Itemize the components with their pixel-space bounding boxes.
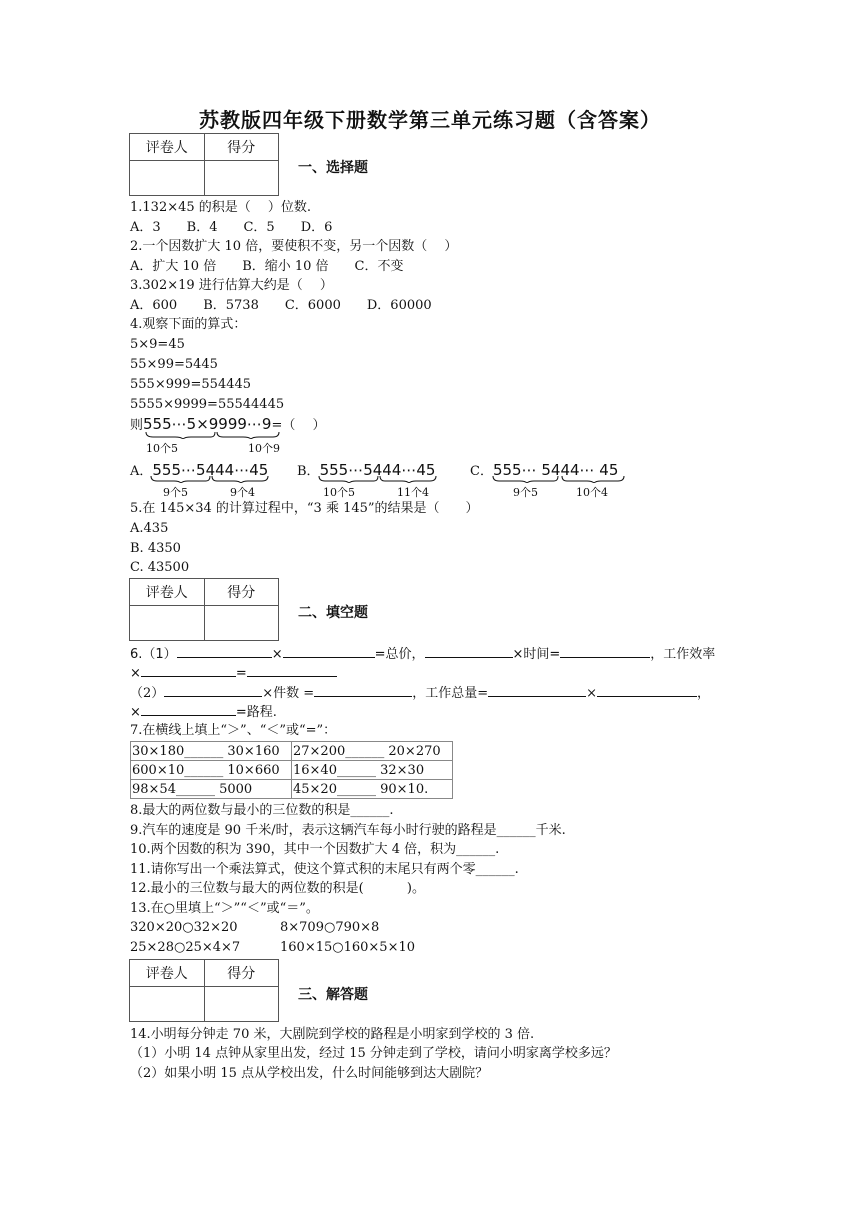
q4-option-b-expr: 555⋯5444⋯45 bbox=[319, 461, 436, 479]
q14-part-1: （1）小明 14 点钟从家里出发，经过 15 分钟走到了学校，请问小明家离学校多远？ bbox=[130, 1046, 617, 1061]
score-box-score-cell bbox=[204, 161, 279, 196]
q6-blank[interactable] bbox=[247, 664, 337, 677]
score-box-2 bbox=[129, 578, 279, 641]
q4-option-a-expr: 555⋯5444⋯45 bbox=[152, 461, 269, 479]
score-box-grader-label: 评卷人 bbox=[130, 960, 205, 987]
q4-option-b-brace bbox=[318, 475, 438, 483]
score-box-score-label: 得分 bbox=[204, 579, 279, 606]
q4-option-b-label: B． bbox=[297, 464, 320, 479]
q13-stem: 13.在○里填上“＞”“＜”或“＝”。 bbox=[130, 901, 319, 916]
q6-blank[interactable] bbox=[488, 684, 586, 697]
q4-line-4: 5555×9999=55544445 bbox=[130, 397, 285, 412]
q6-text: （2） bbox=[130, 686, 165, 701]
q4-option-a-brace bbox=[150, 475, 270, 483]
q6-text: × bbox=[130, 666, 141, 681]
q4-line-2: 55×99=5445 bbox=[130, 357, 218, 372]
score-box-score-cell bbox=[204, 606, 279, 641]
q6-text: ，工作总量= bbox=[412, 686, 489, 701]
q6-text: ， bbox=[697, 686, 711, 701]
score-box-score-label: 得分 bbox=[204, 960, 279, 987]
q7-cell: 30×180______ 30×160 bbox=[131, 742, 292, 761]
q6-blank[interactable] bbox=[283, 645, 375, 658]
q6-line-4 bbox=[130, 703, 277, 722]
q4-line-3: 555×999=554445 bbox=[130, 377, 252, 392]
score-box-grader-cell bbox=[130, 606, 205, 641]
q13-item: 25×28○25×4×7 bbox=[130, 940, 241, 955]
q4-option-c-expr: 555⋯ 5444⋯ 45 bbox=[492, 461, 619, 479]
q6-text: × bbox=[130, 705, 141, 720]
score-box-grader-cell bbox=[130, 987, 205, 1022]
q6-blank[interactable] bbox=[141, 703, 236, 716]
q6-text: = bbox=[235, 666, 247, 681]
q14-stem: 14.小明每分钟走 70 米，大剧院到学校的路程是小明家到学校的 3 倍. bbox=[130, 1027, 535, 1042]
q13-row-1 bbox=[130, 919, 379, 937]
section-heading-fill: 二、填空题 bbox=[298, 605, 368, 621]
q4-stem: 4.观察下面的算式： bbox=[130, 317, 247, 332]
section-heading-choice: 一、选择题 bbox=[298, 160, 368, 176]
q10: 10.两个因数的积为 390，其中一个因数扩大 4 倍，积为______. bbox=[130, 842, 500, 857]
q6-text: ×件数 = bbox=[262, 686, 315, 701]
score-box-1 bbox=[129, 133, 279, 196]
q6-blank[interactable] bbox=[597, 684, 697, 697]
q13-item: 8×709○790×8 bbox=[280, 920, 380, 935]
q13-item: 160×15○160×5×10 bbox=[280, 940, 416, 955]
q6-blank[interactable] bbox=[164, 684, 262, 697]
section-heading-solve: 三、解答题 bbox=[298, 987, 368, 1003]
q4-option-c-brace bbox=[492, 475, 627, 483]
q4-then-prefix: 则 bbox=[130, 418, 144, 433]
q4-then-cap-1: 10个5 bbox=[146, 442, 178, 455]
q6-blank[interactable] bbox=[141, 664, 236, 677]
q6-text: =总价， bbox=[374, 647, 425, 662]
q3-options: A．600 B．5738 C．6000 D．60000 bbox=[130, 298, 432, 313]
q4-then-cap-2: 10个9 bbox=[248, 442, 280, 455]
q3-stem: 3.302×19 进行估算大约是（ ） bbox=[130, 278, 333, 293]
q7-cell: 16×40______ 32×30 bbox=[292, 761, 453, 780]
q6-line-1 bbox=[130, 645, 715, 664]
q4-option-b-cap-1: 10个5 bbox=[323, 486, 355, 499]
q7-cell: 27×200______ 20×270 bbox=[292, 742, 453, 761]
q13-row-2 bbox=[130, 939, 415, 957]
q4-option-c-cap-1: 9个5 bbox=[513, 486, 538, 499]
q12: 12.最小的三位数与最大的两位数的积是( )。 bbox=[130, 881, 425, 896]
score-box-score-label: 得分 bbox=[204, 134, 279, 161]
score-box-3 bbox=[129, 959, 279, 1022]
q6-blank[interactable] bbox=[560, 645, 650, 658]
table-row bbox=[131, 761, 453, 780]
q5-stem: 5.在 145×34 的计算过程中，“3 乘 145”的结果是（ ） bbox=[130, 501, 479, 516]
q7-compare-table bbox=[130, 741, 453, 799]
q4-then-brace bbox=[145, 431, 280, 439]
q11: 11.请你写出一个乘法算式，使这个算式积的末尾只有两个零______. bbox=[130, 862, 519, 877]
q4-option-a-cap-1: 9个5 bbox=[163, 486, 188, 499]
q5-option-a: A.435 bbox=[130, 521, 169, 536]
q7-cell: 45×20______ 90×10. bbox=[292, 780, 453, 799]
q4-line-1: 5×9=45 bbox=[130, 337, 185, 352]
q4-then-suffix: =（ ） bbox=[271, 418, 326, 433]
q5-option-b: B. 4350 bbox=[130, 541, 181, 556]
score-box-grader-cell bbox=[130, 161, 205, 196]
q1-options: A．3 B．4 C．5 D．6 bbox=[130, 220, 333, 235]
q6-blank[interactable] bbox=[177, 645, 272, 658]
table-row bbox=[131, 780, 453, 799]
q4-then-expr: 555⋯5×9999⋯9 bbox=[143, 415, 272, 433]
q1-stem: 1.132×45 的积是（ ）位数. bbox=[130, 200, 312, 215]
q6-blank[interactable] bbox=[314, 684, 412, 697]
q6-text: 6.（1） bbox=[130, 647, 177, 662]
q4-option-a-cap-2: 9个4 bbox=[230, 486, 255, 499]
q9: 9.汽车的速度是 90 千米/时，表示这辆汽车每小时行驶的路程是______千米. bbox=[130, 823, 566, 838]
table-row bbox=[131, 742, 453, 761]
q4-option-a-label: A． bbox=[130, 464, 153, 479]
q2-stem: 2.一个因数扩大 10 倍，要使积不变，另一个因数（ ） bbox=[130, 239, 458, 254]
q6-text: × bbox=[271, 647, 283, 662]
q6-blank[interactable] bbox=[425, 645, 513, 658]
q2-options: A．扩大 10 倍 B．缩小 10 倍 C．不变 bbox=[130, 259, 404, 274]
q8: 8.最大的两位数与最小的三位数的积是______. bbox=[130, 803, 394, 818]
q14-part-2: （2）如果小明 15 点从学校出发，什么时间能够到达大剧院？ bbox=[130, 1066, 489, 1081]
q4-option-b-cap-2: 11个4 bbox=[397, 486, 429, 499]
page-title: 苏教版四年级下册数学第三单元练习题（含答案） bbox=[199, 108, 661, 132]
q6-text: =路程. bbox=[235, 705, 277, 720]
score-box-score-cell bbox=[204, 987, 279, 1022]
q4-option-c-cap-2: 10个4 bbox=[576, 486, 608, 499]
q6-line-2 bbox=[130, 664, 337, 683]
q5-option-c: C. 43500 bbox=[130, 560, 190, 575]
q6-text: ×时间= bbox=[512, 647, 561, 662]
q7-stem: 7.在横线上填上“＞”、“＜”或“=”： bbox=[130, 723, 337, 738]
q13-item: 320×20○32×20 bbox=[130, 920, 238, 935]
q7-cell: 600×10______ 10×660 bbox=[131, 761, 292, 780]
q7-cell: 98×54______ 5000 bbox=[131, 780, 292, 799]
q6-text: × bbox=[586, 686, 598, 701]
q4-option-c-label: C． bbox=[470, 464, 493, 479]
q6-line-3 bbox=[130, 684, 710, 703]
score-box-grader-label: 评卷人 bbox=[130, 579, 205, 606]
q6-text: ，工作效率 bbox=[650, 647, 716, 662]
score-box-grader-label: 评卷人 bbox=[130, 134, 205, 161]
